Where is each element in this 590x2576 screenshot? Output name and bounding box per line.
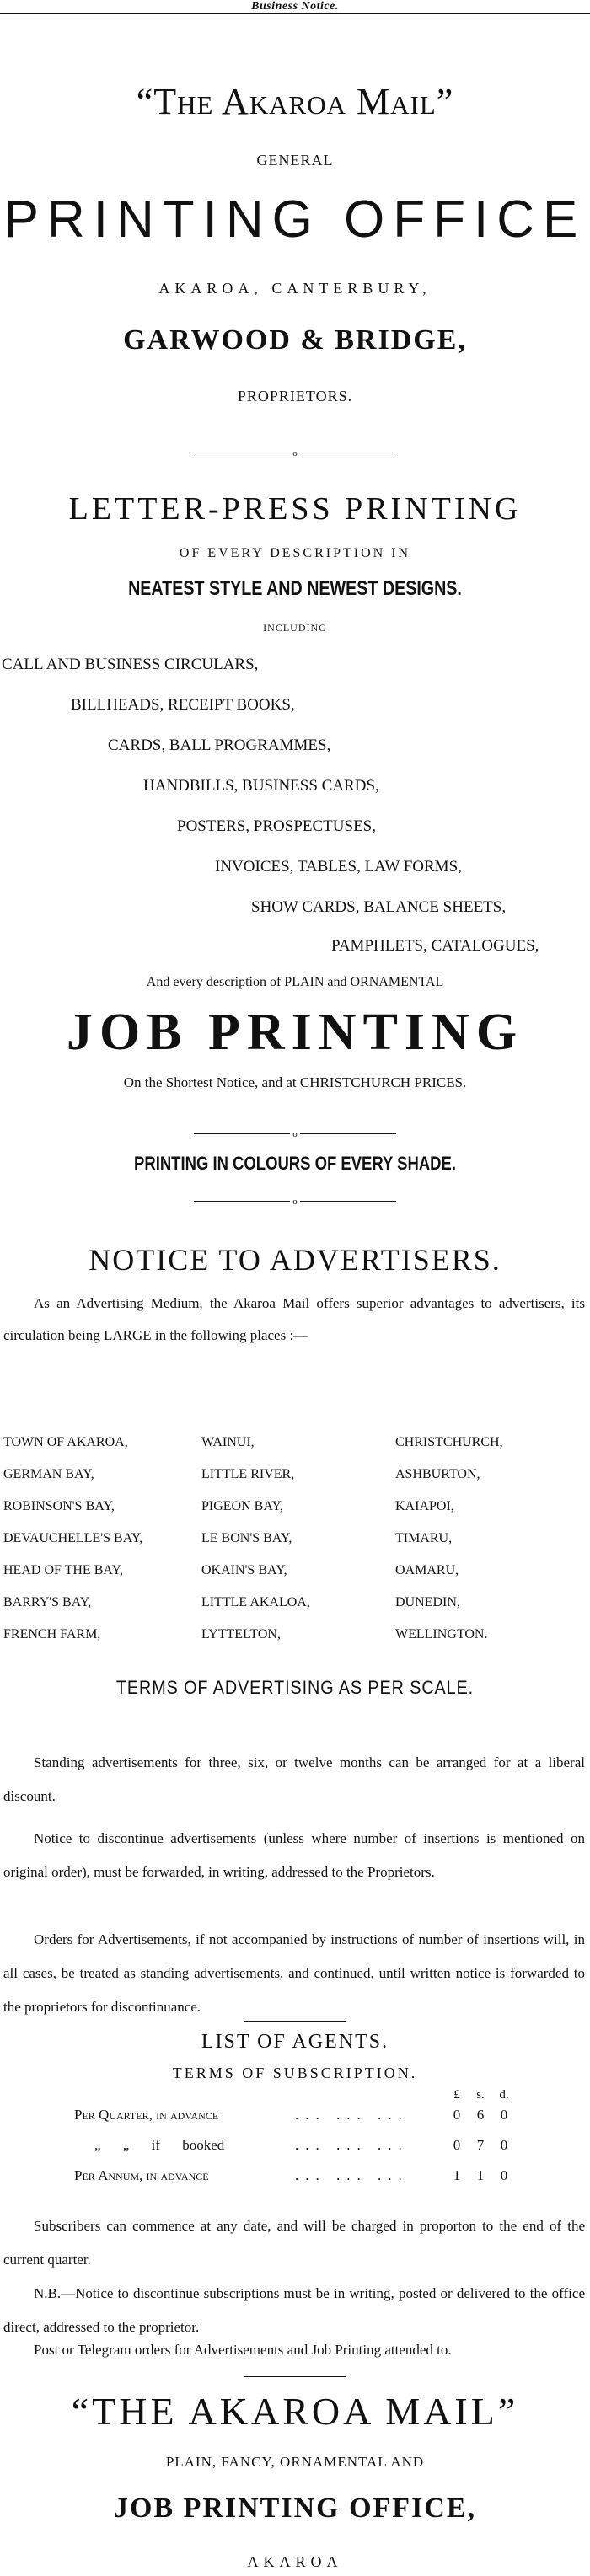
leader-dots: ... ... ... [295,2137,409,2153]
orders-text: Orders for Advertisements, if not accompanied by instructions of number of insertions will, in all cases, be treated as standing advertisements, and continued, until written notice is forwarded to the proprietors for discontinuance. [3,1931,585,2015]
job-printing-heading: JOB PRINTING [66,1004,524,1061]
section-rule [244,2376,346,2377]
advertisers-intro: As an Advertising Medium, the Akaroa Mail offers superior advantages to advertisers, its circulation being LARGE in the following places :— [3,1295,585,1343]
service-item: BILLHEADS, RECEIPT BOOKS, [71,696,295,714]
letterpress-heading: LETTER-PRESS PRINTING [68,491,522,527]
service-item: PAMPHLETS, CATALOGUES, [331,937,539,955]
masthead-printing-office: PRINTING OFFICE [3,190,587,249]
subscription-label: „ „ if booked [94,2137,225,2153]
shortest-notice: On the Shortest Notice, and at CHRISTCHURCH PRICES. [123,1074,467,1090]
letterpress-including: INCLUDING [263,622,327,634]
every-description: And every description of PLAIN and ORNAMENTAL [146,975,444,989]
service-item: SHOW CARDS, BALANCE SHEETS, [251,898,507,916]
towns-row [3,1499,585,1531]
towns-row [3,1595,585,1627]
service-item: CALL AND BUSINESS CIRCULARS, [2,656,259,673]
footer-plain-fancy: PLAIN, FANCY, ORNAMENTAL AND [165,2454,425,2470]
towns-table [3,1435,585,1659]
currency-label: d. [499,2088,509,2102]
terms-subscription: TERMS OF SUBSCRIPTION. [172,2065,418,2081]
leader-dots: ... ... ... [295,2107,409,2123]
advertisers-heading: NOTICE TO ADVERTISERS. [88,1243,502,1277]
masthead-location: AKAROA, CANTERBURY, [158,280,432,297]
town: LITTLE AKALOA, [201,1595,310,1609]
agents-heading: LIST OF AGENTS. [201,2031,389,2053]
subscription-table [67,2088,539,2198]
town: LITTLE RIVER, [201,1467,295,1481]
town: GERMAN BAY, [3,1467,94,1481]
footer-title: “THE AKAROA MAIL” [71,2390,519,2433]
service-item: POSTERS, PROSPECTUSES, [177,817,376,835]
price-value: 0 [500,2137,508,2153]
towns-row [3,1531,585,1563]
standing-ads-text: Standing advertisements for three, six, or twelve months can be arranged for at a liberal discount. [3,1754,585,1804]
town: OKAIN'S BAY, [201,1563,287,1577]
price-value: 0 [453,2137,461,2153]
subscription-label: Per Quarter, in advance [74,2107,219,2123]
price-value: 6 [476,2107,485,2123]
town: WAINUI, [201,1435,255,1449]
town: LE BON'S BAY, [201,1531,292,1545]
price-value: 1 [453,2167,461,2183]
subscription-label: Per Annum, in advance [74,2167,209,2183]
currency-label: s. [476,2088,485,2102]
subscribers-text: Subscribers can commence at any date, and will be charged in proporton to the end of the current quarter. [3,2218,585,2268]
towns-row [3,1627,585,1659]
service-item: CARDS, BALL PROGRAMMES, [108,736,331,754]
price-value: 0 [500,2107,508,2123]
town: WELLINGTON. [395,1627,488,1641]
town: KAIAPOI, [395,1499,454,1513]
terms-advertising: TERMS OF ADVERTISING AS PER SCALE. [115,1677,475,1698]
masthead-title: “The Akaroa Mail” [136,81,454,122]
service-item: HANDBILLS, BUSINESS CARDS, [143,777,379,795]
leader-dots: ... ... ... [295,2167,409,2183]
price-value: 0 [453,2107,461,2123]
masthead-proprietors: PROPRIETORS. [237,388,353,404]
masthead-firm: GARWOOD & BRIDGE, [123,324,467,356]
price-value: 7 [476,2137,485,2153]
letterpress-neatest: NEATEST STYLE AND NEWEST DESIGNS. [128,577,462,600]
town: TOWN OF AKAROA, [3,1435,128,1449]
page-header: Business Notice. [251,0,339,13]
masthead-general: GENERAL [256,152,334,169]
subscription-row [67,2137,539,2162]
service-item: INVOICES, TABLES, LAW FORMS, [215,858,462,876]
towns-row [3,1435,585,1467]
section-rule [244,2021,346,2022]
town: BARRY'S BAY, [3,1595,92,1609]
town: HEAD OF THE BAY, [3,1563,123,1577]
town: DEVAUCHELLE'S BAY, [3,1531,143,1545]
price-value: 0 [500,2167,508,2183]
town: ASHBURTON, [395,1467,480,1481]
towns-row [3,1563,585,1595]
ornament-divider: o [194,448,396,458]
letterpress-of-every: OF EVERY DESCRIPTION IN [179,546,411,560]
notice-discontinue-text: Notice to discontinue advertisements (unless where number of insertions is mentioned on original order), must be forwarded, in writing, addressed to the Proprietors. [3,1830,585,1880]
town: DUNEDIN, [395,1595,460,1609]
post-telegram-text: Post or Telegram orders for Advertisements and Job Printing attended to. [34,2342,452,2358]
subscription-row [67,2107,539,2132]
currency-label: £ [453,2088,460,2102]
ornament-divider: o [194,1129,396,1139]
nb-text: N.B.—Notice to discontinue subscriptions must be in writing, posted or delivered to the office direct, addressed to the proprietor. [3,2285,585,2335]
header-rule [0,13,590,14]
town: OAMARU, [395,1563,459,1577]
colours-line: PRINTING IN COLOURS OF EVERY SHADE. [134,1153,456,1174]
ornament-divider: o [194,1197,396,1207]
town: LYTTELTON, [201,1627,281,1641]
towns-row [3,1467,585,1499]
footer-akaroa: AKAROA [247,2553,343,2570]
town: ROBINSON'S BAY, [3,1499,115,1513]
town: PIGEON BAY, [201,1499,283,1513]
subscription-row [67,2167,539,2193]
price-value: 1 [476,2167,485,2183]
footer-job-office: JOB PRINTING OFFICE, [113,2493,477,2524]
town: CHRISTCHURCH, [395,1435,503,1449]
town: FRENCH FARM, [3,1627,101,1641]
town: TIMARU, [395,1531,453,1545]
